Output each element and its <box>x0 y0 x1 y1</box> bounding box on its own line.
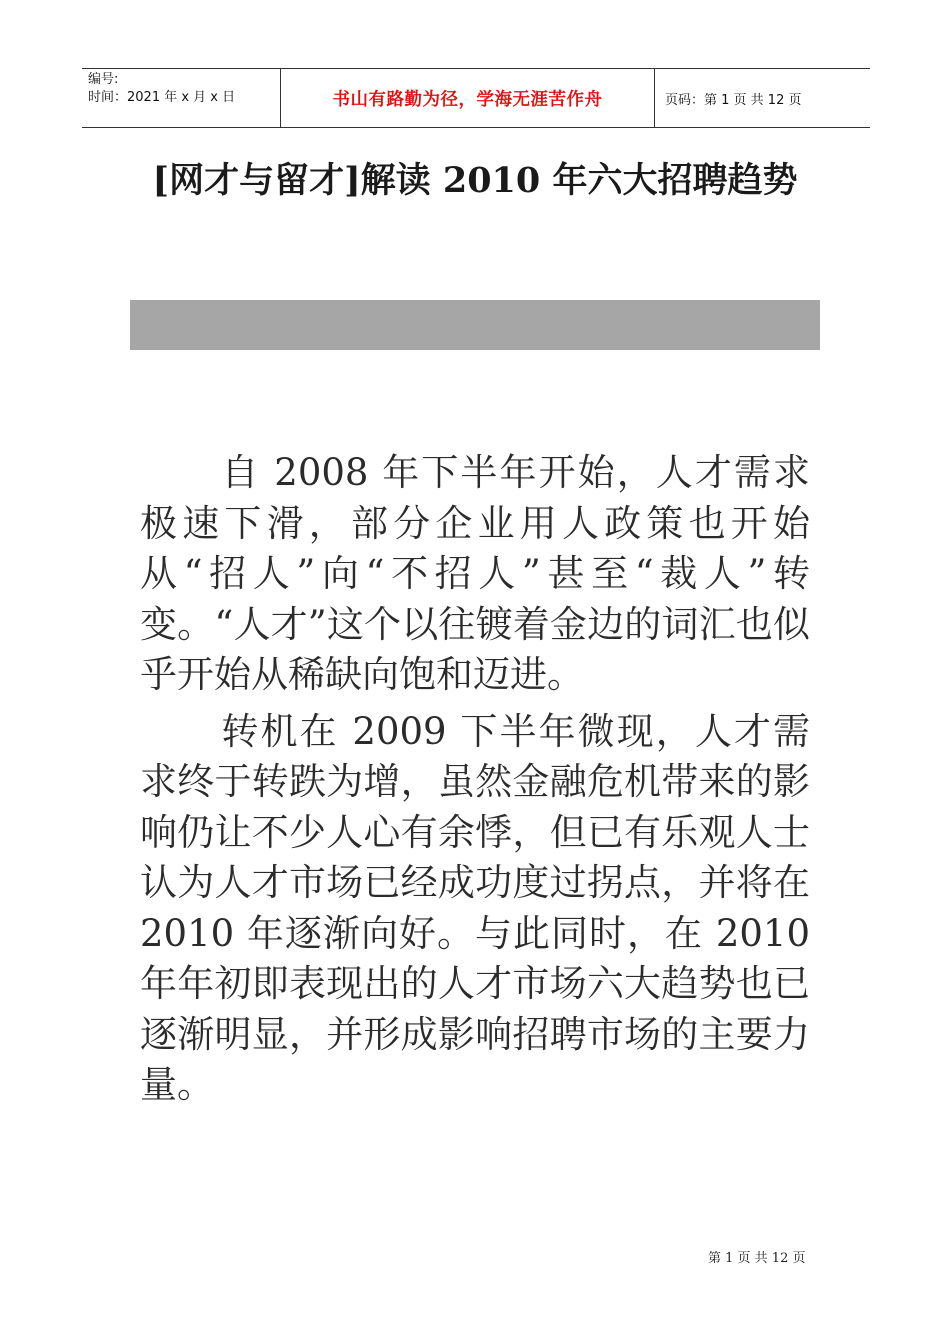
document-number-label: 编号: <box>88 72 119 87</box>
header-motto: 书山有路勤为径，学海无涯苦作舟 <box>281 69 655 127</box>
gray-divider-bar <box>130 300 820 350</box>
document-body <box>140 448 810 1117</box>
page-header <box>82 68 870 128</box>
page-footer: 第 1 页 共 12 页 <box>708 1251 806 1266</box>
document-title: [网才与留才]解读 2010 年六大招聘趋势 <box>152 160 798 201</box>
header-page-info: 页码：第 1 页 共 12 页 <box>665 92 802 108</box>
body-paragraph: 转机在 2009 下半年微现，人才需求终于转跌为增，虽然金融危机带来的影响仍让不少人心有余悸，但已有乐观人士认为人才市场已经成功度过拐点，并将在 2010 年逐渐向好。与此同时，在 2010 年年初即表现出的人才市场六大趋势也已逐渐明显，并形成影响招聘市场的主要力量。 <box>140 709 810 1106</box>
body-paragraph: 自 2008 年下半年开始，人才需求极速下滑，部分企业用人政策也开始从“招人”向“不招人”甚至“裁人”转变。“人才”这个以往镀着金边的词汇也似乎开始从稀缺向饱和迈进。 <box>140 451 810 696</box>
header-meta <box>82 69 281 127</box>
document-time-label: 时间：2021 年 x 月 x 日 <box>88 90 236 105</box>
